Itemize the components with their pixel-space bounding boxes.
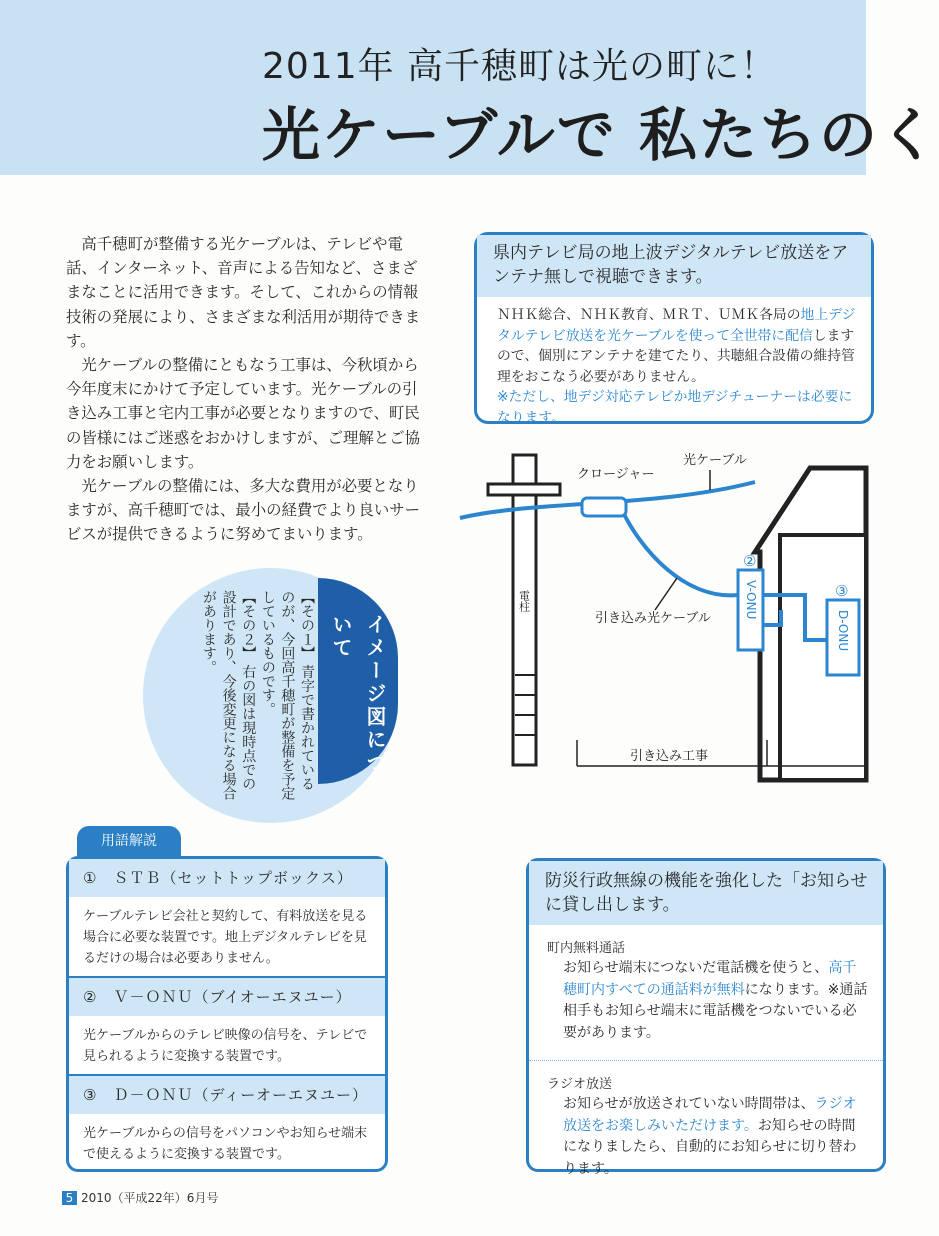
image-note-title-band bbox=[318, 578, 398, 784]
radio-text: お知らせが放送されていない時間帯は、 bbox=[563, 1096, 815, 1112]
bousai-title bbox=[529, 861, 883, 925]
image-note-text bbox=[198, 590, 316, 800]
num-3-label: ③ bbox=[835, 582, 849, 600]
glossary-desc-stb: ケーブルテレビ会社と契約して、有料放送を見る場合に必要な装置です。地上デジタルテレビを見るだけの場合は必要ありません。 bbox=[83, 909, 368, 966]
tv-info-title: 県内テレビ局の地上波デジタルテレビ放送をアンテナ無しで視聴できます。 bbox=[477, 235, 871, 297]
image-note-body bbox=[170, 590, 316, 800]
glossary-box bbox=[66, 856, 388, 1172]
closure-box bbox=[582, 498, 626, 516]
free-call-text: お知らせ端末につないだ電話機を使うと、 bbox=[563, 960, 829, 976]
intro-paragraph-1: 高千穂町が整備する光ケーブルは、テレビや電話、インターネット、音声による告知など、さまざまなことに活用できます。そして、これからの情報技術の発展により、さまざまな利活用が期待できます。 bbox=[66, 235, 420, 350]
issue-date: 2010（平成22年）6月号 bbox=[81, 1191, 219, 1205]
radio-heading: ラジオ放送 bbox=[547, 1077, 613, 1092]
glossary-term-v-onu: ② Ｖ－ＯＮＵ（ブイオーエヌユー） bbox=[69, 976, 385, 1016]
glossary-tab: 用語解説 bbox=[77, 826, 181, 856]
installation-diagram bbox=[455, 440, 866, 780]
free-call-text-2: になります。※通話相手もお知らせ端末に電話機をつないでいる必要があります。 bbox=[563, 981, 868, 1041]
intro-paragraph-2: 光ケーブルの整備にともなう工事は、今秋頃から今年度末にかけて予定しています。光ケーブルの引き込み工事と宅内工事が必要となりますので、町民の皆様にはご迷惑をおかけしますが、ご理解とご協力をお願いします。 bbox=[66, 356, 420, 471]
tv-info-box bbox=[474, 232, 874, 424]
v-onu-label: V-ONU bbox=[744, 580, 758, 620]
image-note-item-2: 【その２】 右の図は現時点での設計であり、今後変更になる場合があります。 bbox=[201, 590, 257, 800]
tv-info-highlight: 地上デジタルテレビ放送を光ケーブルを使って全世帯に配信 bbox=[497, 307, 856, 344]
page-header bbox=[0, 0, 939, 175]
glossary-desc-v-onu: 光ケーブルからのテレビ映像の信号を、テレビで見られるように変換する装置です。 bbox=[83, 1028, 368, 1064]
bousai-box bbox=[526, 858, 886, 1177]
page-footer bbox=[62, 1189, 218, 1206]
tv-info-text: ＮＨＫ総合、ＮＨＫ教育、ＭＲＴ、ＵＭＫ各局の bbox=[497, 307, 801, 323]
pole-crossarm bbox=[488, 484, 560, 495]
header-title: 光ケーブルで 私たちのく bbox=[262, 101, 939, 169]
bousai-title-line-1: 防災行政無線の機能を強化した「お知らせ bbox=[545, 871, 868, 891]
glossary-desc-d-onu: 光ケーブルからの信号をパソコンやお知らせ端末で使えるように変換する装置です。 bbox=[83, 1126, 368, 1162]
d-onu-label: D-ONU bbox=[836, 610, 850, 652]
glossary-term-d-onu: ③ Ｄ－ＯＮＵ（ディーオーエヌユー） bbox=[69, 1074, 385, 1114]
intro-paragraph-3: 光ケーブルの整備には、多大な費用が必要となりますが、高千穂町では、最小の経費でより良いサービスが提供できるように努めてまいります。 bbox=[66, 477, 420, 544]
dropin-cable-label: 引き込み光ケーブル bbox=[595, 611, 711, 626]
image-note-item-1: 【その１】 青字で書かれているのが、今回高千穂町が整備を予定しているものです。 bbox=[259, 590, 315, 800]
glossary-term-stb: ① ＳＴＢ（セットトップボックス） bbox=[69, 859, 385, 897]
radio-text-2: お知らせの時間になりましたら、自動的にお知らせに切り替わります。 bbox=[563, 1117, 857, 1177]
intro-text bbox=[66, 232, 428, 547]
radio-highlight: ラジオ放送をお楽しみいただけます。 bbox=[563, 1096, 857, 1134]
section-divider bbox=[529, 1060, 883, 1061]
free-call-highlight: 高千穂町内すべての通話料が無料 bbox=[563, 960, 857, 998]
closure-label: クロージャー bbox=[577, 467, 655, 482]
tv-info-text-2: しますので、個別にアンテナを建てたり、共聴組合設備の維持管理をおこなう必要がありません。 bbox=[497, 327, 855, 385]
page-number: 5 bbox=[62, 1191, 77, 1205]
num-2-label: ② bbox=[743, 552, 757, 570]
pole-label: 電柱 bbox=[517, 590, 531, 612]
bousai-title-line-2: に貸し出します。 bbox=[545, 895, 680, 915]
free-call-heading: 町内無料通話 bbox=[547, 941, 626, 956]
radio-body bbox=[563, 1094, 869, 1180]
image-note-title: イメージ図について bbox=[329, 614, 387, 775]
tv-info-note: ※ただし、地デジ対応テレビか地デジチューナーは必要になります。 bbox=[497, 389, 853, 426]
tv-info-body bbox=[477, 297, 871, 428]
dropin-cable-arrow bbox=[655, 578, 677, 610]
header-subtitle: 2011年 高千穂町は光の町に！ bbox=[262, 46, 778, 87]
free-call-body bbox=[563, 958, 869, 1044]
optical-cable-label: 光ケーブル bbox=[683, 453, 747, 468]
work-label: 引き込み工事 bbox=[630, 749, 709, 764]
